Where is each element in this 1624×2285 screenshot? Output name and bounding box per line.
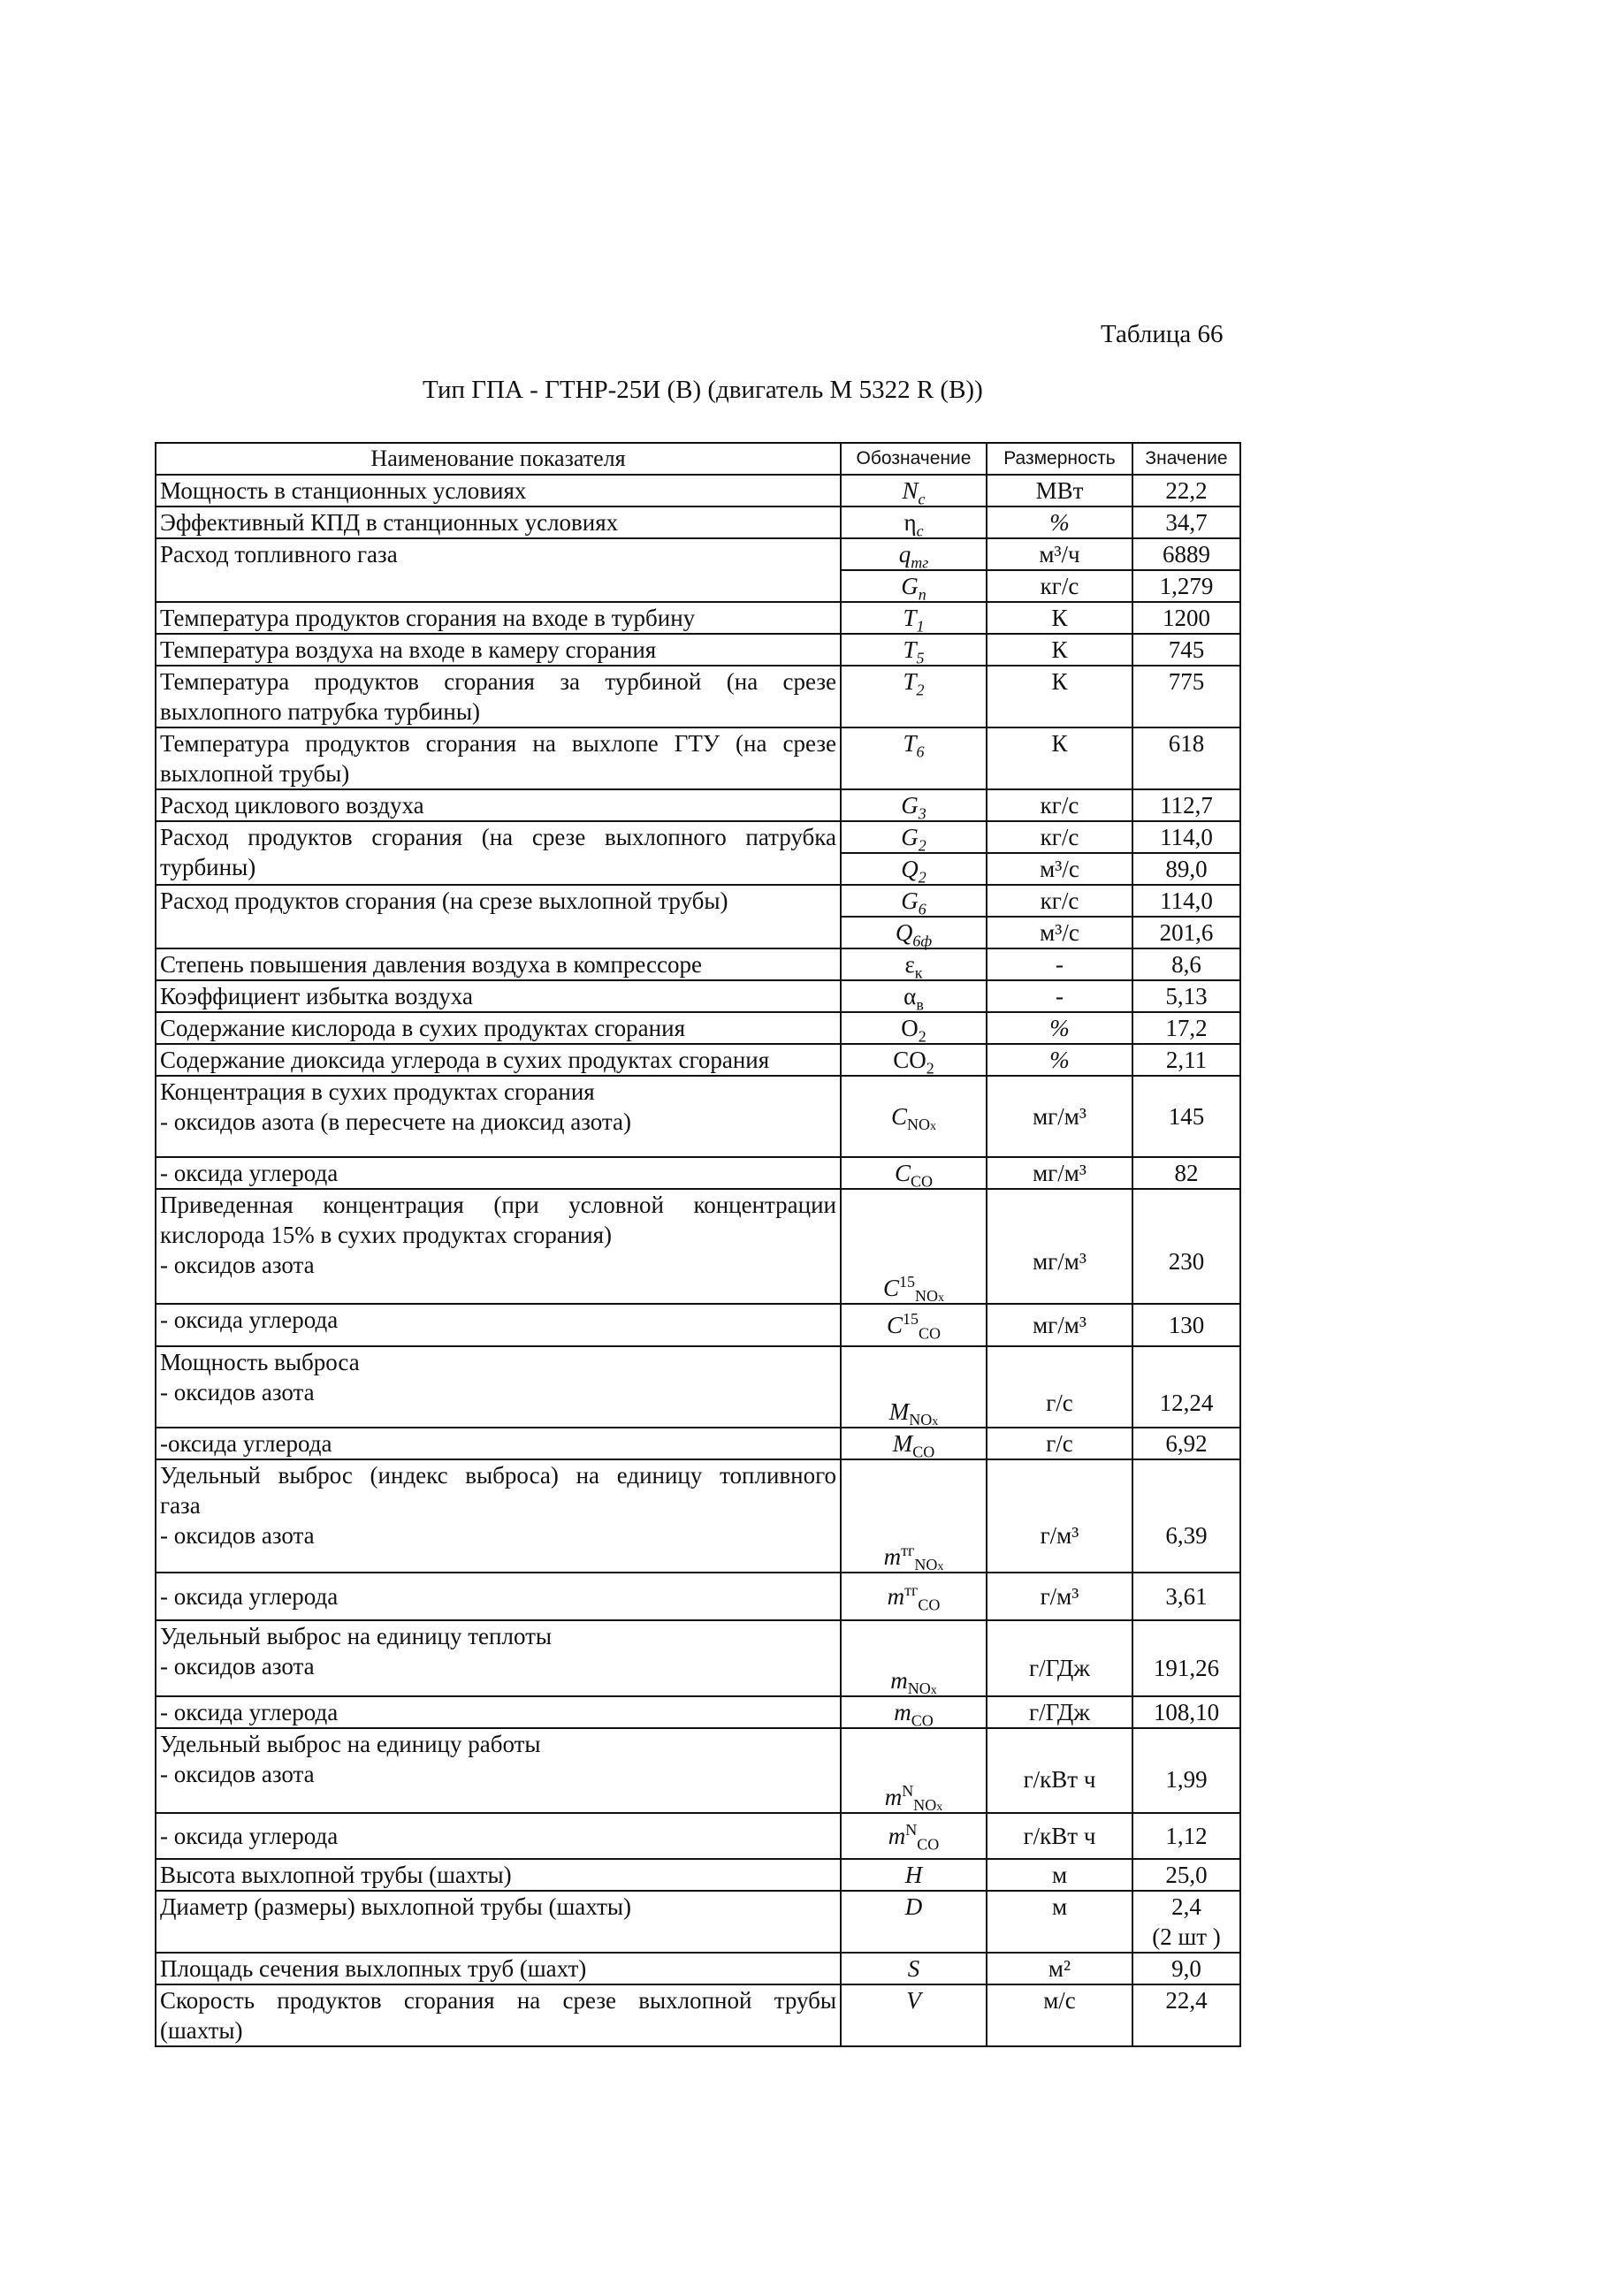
group-header: газа — [160, 1492, 201, 1519]
table-row — [156, 1953, 1240, 1984]
row-symbol — [841, 917, 987, 948]
symbol-sub: c — [916, 522, 924, 540]
symbol-main: Q — [895, 919, 913, 946]
row-name-line: (шахты) — [160, 2017, 243, 2044]
table-row — [156, 1984, 1240, 2046]
symbol-sub: тг — [911, 553, 929, 572]
table-row — [156, 1304, 1240, 1346]
row-value: 145 — [1132, 1076, 1240, 1157]
symbol-sup: 15 — [899, 1273, 915, 1291]
symbol-main: C — [890, 1103, 907, 1130]
row-name-line: Скорость продуктов сгорания на срезе выхлопной трубы — [160, 1987, 836, 2014]
row-symbol: S — [841, 1953, 987, 1984]
row-value: 6889 — [1132, 538, 1240, 570]
symbol-main: C — [894, 1160, 911, 1186]
row-value: 618 — [1132, 727, 1240, 789]
symbol-main: M — [892, 1430, 913, 1457]
row-symbol — [841, 1044, 987, 1076]
group-header: Удельный выброс на единицу теплоты — [160, 1623, 553, 1649]
row-value: 22,2 — [1132, 475, 1240, 507]
table-row — [156, 1859, 1240, 1891]
symbol-sub: c — [918, 490, 926, 508]
row-name: Диаметр (размеры) выхлопной трубы (шахты) — [156, 1891, 841, 1953]
row-name: Степень повышения давления воздуха в компрессоре — [156, 948, 841, 980]
symbol-main: m — [887, 1583, 905, 1610]
symbol-main: CO — [893, 1047, 926, 1073]
table-row — [156, 1428, 1240, 1459]
symbol-main: η — [903, 509, 917, 536]
symbol-main: C — [886, 1312, 903, 1338]
row-value: 775 — [1132, 666, 1240, 727]
group-header: Удельный выброс на единицу работы — [160, 1731, 541, 1757]
row-symbol — [841, 1012, 987, 1044]
row-value: 3,61 — [1132, 1573, 1240, 1620]
symbol-main: C — [882, 1275, 899, 1301]
row-unit: г/кВт ч — [987, 1813, 1132, 1859]
symbol-sup: N — [905, 1821, 918, 1839]
row-symbol — [841, 727, 987, 789]
row-symbol — [841, 853, 987, 885]
row-unit: м³/ч — [987, 538, 1132, 570]
symbol-sub: 1 — [916, 617, 925, 636]
symbol-main: m — [890, 1667, 908, 1694]
row-unit: м — [987, 1891, 1132, 1953]
row-value: 82 — [1132, 1157, 1240, 1189]
row-name: Мощность в станционных условиях — [156, 475, 841, 507]
symbol-sub: CO — [919, 1324, 942, 1343]
table-row — [156, 666, 1240, 727]
row-symbol: H — [841, 1859, 987, 1891]
row-value: 6,39 — [1132, 1459, 1240, 1573]
row-symbol — [841, 1696, 987, 1728]
row-symbol — [841, 507, 987, 538]
row-name-line: - оксидов азота (в пересчете на диоксид азота) — [160, 1108, 631, 1135]
row-name: Температура продуктов сгорания на входе в турбину — [156, 602, 841, 634]
table-row — [156, 980, 1240, 1012]
row-name-line: Расход продуктов сгорания (на срезе выхлопного патрубка — [160, 824, 836, 850]
symbol-sub: CO — [911, 1172, 934, 1191]
row-value — [1132, 1891, 1240, 1953]
symbol-sub: CO — [912, 1443, 935, 1461]
table-row — [156, 1891, 1240, 1953]
symbol-sub: 6 — [918, 900, 926, 918]
row-value: 12,24 — [1132, 1346, 1240, 1428]
symbol-sub: n — [918, 585, 926, 604]
row-unit: К — [987, 602, 1132, 634]
table-row — [156, 1620, 1240, 1696]
group-header: Концентрация в сухих продуктах сгорания — [160, 1078, 595, 1105]
table-row — [156, 1189, 1240, 1304]
row-name-line: - оксидов азота — [160, 1761, 315, 1787]
symbol-sub: 2 — [926, 1059, 934, 1078]
row-name — [156, 1346, 841, 1428]
row-symbol — [841, 634, 987, 666]
table-row — [156, 1157, 1240, 1189]
symbol-sub: 5 — [916, 649, 925, 667]
symbol-main: T — [903, 668, 917, 695]
row-value: 112,7 — [1132, 789, 1240, 821]
symbol-sub: NOx — [913, 1796, 943, 1815]
row-unit: К — [987, 634, 1132, 666]
table-title: Тип ГПА - ГТНР-25И (В) (двигатель М 5322 R (В)) — [423, 376, 983, 404]
row-unit: м — [987, 1859, 1132, 1891]
symbol-sub: CO — [911, 1711, 934, 1730]
row-value: 114,0 — [1132, 821, 1240, 853]
symbol-main: α — [903, 983, 917, 1009]
row-value: 1,99 — [1132, 1728, 1240, 1813]
row-name: - оксида углерода — [156, 1813, 841, 1859]
table-row — [156, 475, 1240, 507]
group-header: кислорода 15% в сухих продуктах сгорания) — [160, 1222, 612, 1248]
row-name: Расход циклового воздуха — [156, 789, 841, 821]
table-row — [156, 538, 1240, 570]
row-name: Содержание диоксида углерода в сухих продуктах сгорания — [156, 1044, 841, 1076]
symbol-sub: NOx — [915, 1287, 944, 1306]
table-row — [156, 507, 1240, 538]
table-row — [156, 634, 1240, 666]
row-unit: мг/м³ — [987, 1304, 1132, 1346]
row-name: Содержание кислорода в сухих продуктах сгорания — [156, 1012, 841, 1044]
row-unit: % — [987, 1012, 1132, 1044]
row-unit: МВт — [987, 475, 1132, 507]
symbol-sub: 3 — [918, 804, 926, 823]
row-symbol: V — [841, 1984, 987, 2046]
table-row — [156, 1573, 1240, 1620]
row-value: 2,11 — [1132, 1044, 1240, 1076]
symbol-sub: 2 — [918, 1027, 926, 1046]
symbol-sub: CO — [918, 1596, 941, 1614]
symbol-sub: CO — [917, 1835, 940, 1854]
row-name: - оксида углерода — [156, 1304, 841, 1346]
symbol-main: T — [903, 605, 917, 631]
symbol-main: Q — [901, 856, 919, 882]
row-name: Коэффициент избытка воздуха — [156, 980, 841, 1012]
row-name: Площадь сечения выхлопных труб (шахт) — [156, 1953, 841, 1984]
row-unit: - — [987, 948, 1132, 980]
row-symbol: D — [841, 1891, 987, 1953]
row-symbol — [841, 980, 987, 1012]
row-symbol — [841, 948, 987, 980]
row-unit: г/м³ — [987, 1573, 1132, 1620]
row-unit: г/с — [987, 1346, 1132, 1428]
row-value: 25,0 — [1132, 1859, 1240, 1891]
row-symbol — [841, 1813, 987, 1859]
row-name: Расход топливного газа — [156, 538, 841, 602]
row-symbol — [841, 1728, 987, 1813]
row-symbol — [841, 1189, 987, 1304]
row-name — [156, 1189, 841, 1304]
row-unit: К — [987, 666, 1132, 727]
row-value: 201,6 — [1132, 917, 1240, 948]
symbol-main: O — [901, 1015, 919, 1041]
row-value: 1200 — [1132, 602, 1240, 634]
table-row — [156, 1012, 1240, 1044]
table-row — [156, 602, 1240, 634]
symbol-main: T — [903, 730, 917, 757]
row-symbol — [841, 1459, 987, 1573]
row-symbol — [841, 538, 987, 570]
group-header: Приведенная концентрация (при условной концентрации — [160, 1192, 836, 1218]
row-unit: м² — [987, 1953, 1132, 1984]
table-row — [156, 1728, 1240, 1813]
row-name-line: Температура продуктов сгорания за турбиной (на срезе — [160, 668, 836, 695]
symbol-main: m — [883, 1543, 902, 1570]
row-unit: кг/с — [987, 789, 1132, 821]
row-value: 6,92 — [1132, 1428, 1240, 1459]
row-symbol — [841, 1304, 987, 1346]
table-number-label: Таблица 66 — [1101, 320, 1224, 348]
row-name-line: выхлопного патрубка турбины) — [160, 698, 480, 725]
row-unit: кг/с — [987, 570, 1132, 602]
row-name-line: - оксидов азота — [160, 1252, 315, 1278]
row-symbol — [841, 475, 987, 507]
row-symbol — [841, 570, 987, 602]
row-name — [156, 666, 841, 727]
row-name: - оксида углерода — [156, 1696, 841, 1728]
row-unit: % — [987, 507, 1132, 538]
symbol-sub: в — [916, 995, 924, 1014]
row-unit: г/ГДж — [987, 1696, 1132, 1728]
symbol-sub: 2 — [918, 868, 926, 887]
row-unit: мг/м³ — [987, 1076, 1132, 1157]
value-line: 2,4 — [1171, 1893, 1201, 1920]
row-unit: г/м³ — [987, 1459, 1132, 1573]
row-value: 34,7 — [1132, 507, 1240, 538]
row-name — [156, 1459, 841, 1573]
table-row — [156, 1044, 1240, 1076]
row-name: Эффективный КПД в станционных условиях — [156, 507, 841, 538]
row-symbol — [841, 885, 987, 917]
group-header: Удельный выброс (индекс выброса) на единицу топливного — [160, 1462, 836, 1489]
row-symbol — [841, 1620, 987, 1696]
symbol-main: m — [888, 1823, 906, 1849]
row-name-line: выхлопной трубы) — [160, 760, 350, 787]
row-unit: кг/с — [987, 821, 1132, 853]
row-name: - оксида углерода — [156, 1157, 841, 1189]
symbol-sub: 6 — [916, 743, 925, 761]
table-row — [156, 1813, 1240, 1859]
row-unit: м³/с — [987, 853, 1132, 885]
table-row — [156, 1076, 1240, 1157]
row-name — [156, 821, 841, 885]
table-row — [156, 885, 1240, 917]
row-value: 1,279 — [1132, 570, 1240, 602]
symbol-sup: тг — [901, 1542, 915, 1559]
row-value: 745 — [1132, 634, 1240, 666]
row-symbol — [841, 1076, 987, 1157]
row-value: 22,4 — [1132, 1984, 1240, 2046]
row-unit: кг/с — [987, 885, 1132, 917]
row-unit: г/с — [987, 1428, 1132, 1459]
row-name-line: - оксидов азота — [160, 1379, 315, 1405]
row-name: - оксида углерода — [156, 1573, 841, 1620]
row-unit: мг/м³ — [987, 1189, 1132, 1304]
table-row — [156, 1696, 1240, 1728]
symbol-main: ε — [904, 951, 915, 978]
row-value: 89,0 — [1132, 853, 1240, 885]
table-row — [156, 948, 1240, 980]
row-symbol — [841, 602, 987, 634]
row-unit: м³/с — [987, 917, 1132, 948]
row-value: 130 — [1132, 1304, 1240, 1346]
symbol-main: G — [901, 573, 919, 599]
symbol-main: G — [901, 824, 919, 850]
value-line: (2 шт ) — [1152, 1923, 1221, 1950]
row-name — [156, 1076, 841, 1157]
symbol-sub: NOx — [907, 1679, 937, 1698]
table-row — [156, 1459, 1240, 1573]
row-unit: % — [987, 1044, 1132, 1076]
symbol-sub: NOx — [909, 1411, 939, 1429]
table-row — [156, 1346, 1240, 1428]
row-name — [156, 1728, 841, 1813]
row-unit: мг/м³ — [987, 1157, 1132, 1189]
row-unit: м/с — [987, 1984, 1132, 2046]
row-symbol — [841, 1346, 987, 1428]
column-header-value: Значение — [1132, 443, 1240, 475]
row-value: 9,0 — [1132, 1953, 1240, 1984]
group-header: Мощность выброса — [160, 1349, 360, 1375]
symbol-sub: к — [914, 964, 923, 982]
row-name — [156, 727, 841, 789]
row-name: Расход продуктов сгорания (на срезе выхлопной трубы) — [156, 885, 841, 948]
symbol-sub: 2 — [916, 681, 925, 699]
row-value: 114,0 — [1132, 885, 1240, 917]
row-name-line: турбины) — [160, 854, 256, 880]
row-name-line: - оксидов азота — [160, 1653, 315, 1679]
row-value: 8,6 — [1132, 948, 1240, 980]
row-unit: - — [987, 980, 1132, 1012]
symbol-main: M — [888, 1398, 910, 1425]
symbol-sub: 6ф — [912, 932, 933, 950]
row-symbol — [841, 1573, 987, 1620]
row-value: 191,26 — [1132, 1620, 1240, 1696]
symbol-sup: тг — [904, 1581, 919, 1599]
symbol-main: m — [894, 1699, 911, 1725]
row-name-line: Температура продуктов сгорания на выхлопе ГТУ (на срезе — [160, 730, 836, 757]
column-header-name: Наименование показателя — [156, 443, 841, 475]
row-name-line: - оксидов азота — [160, 1522, 315, 1549]
table-row — [156, 789, 1240, 821]
column-header-symbol: Обозначение — [841, 443, 987, 475]
row-symbol — [841, 1428, 987, 1459]
row-value: 17,2 — [1132, 1012, 1240, 1044]
row-symbol — [841, 821, 987, 853]
row-unit: г/кВт ч — [987, 1728, 1132, 1813]
symbol-main: G — [901, 792, 919, 819]
table-row — [156, 821, 1240, 853]
symbol-sub: NOx — [907, 1116, 936, 1134]
row-symbol — [841, 1157, 987, 1189]
symbol-main: m — [884, 1784, 903, 1810]
symbol-main: T — [903, 636, 917, 663]
row-symbol — [841, 666, 987, 727]
row-name — [156, 1620, 841, 1696]
symbol-sub: NOx — [914, 1556, 944, 1574]
row-name: Температура воздуха на входе в камеру сгорания — [156, 634, 841, 666]
symbol-main: q — [898, 541, 911, 567]
row-value: 1,12 — [1132, 1813, 1240, 1859]
symbol-sub: 2 — [918, 836, 926, 855]
symbol-sup: 15 — [903, 1310, 919, 1328]
table-row — [156, 727, 1240, 789]
symbol-sup: N — [902, 1782, 914, 1800]
row-unit: К — [987, 727, 1132, 789]
symbol-main: N — [902, 477, 919, 504]
row-value: 5,13 — [1132, 980, 1240, 1012]
symbol-main: G — [901, 887, 919, 914]
table-header-row — [156, 443, 1240, 475]
row-name: -оксида углерода — [156, 1428, 841, 1459]
row-name: Высота выхлопной трубы (шахты) — [156, 1859, 841, 1891]
parameters-table — [155, 442, 1241, 2047]
row-name — [156, 1984, 841, 2046]
column-header-unit: Размерность — [987, 443, 1132, 475]
row-value: 230 — [1132, 1189, 1240, 1304]
row-value: 108,10 — [1132, 1696, 1240, 1728]
row-symbol — [841, 789, 987, 821]
row-unit: г/ГДж — [987, 1620, 1132, 1696]
